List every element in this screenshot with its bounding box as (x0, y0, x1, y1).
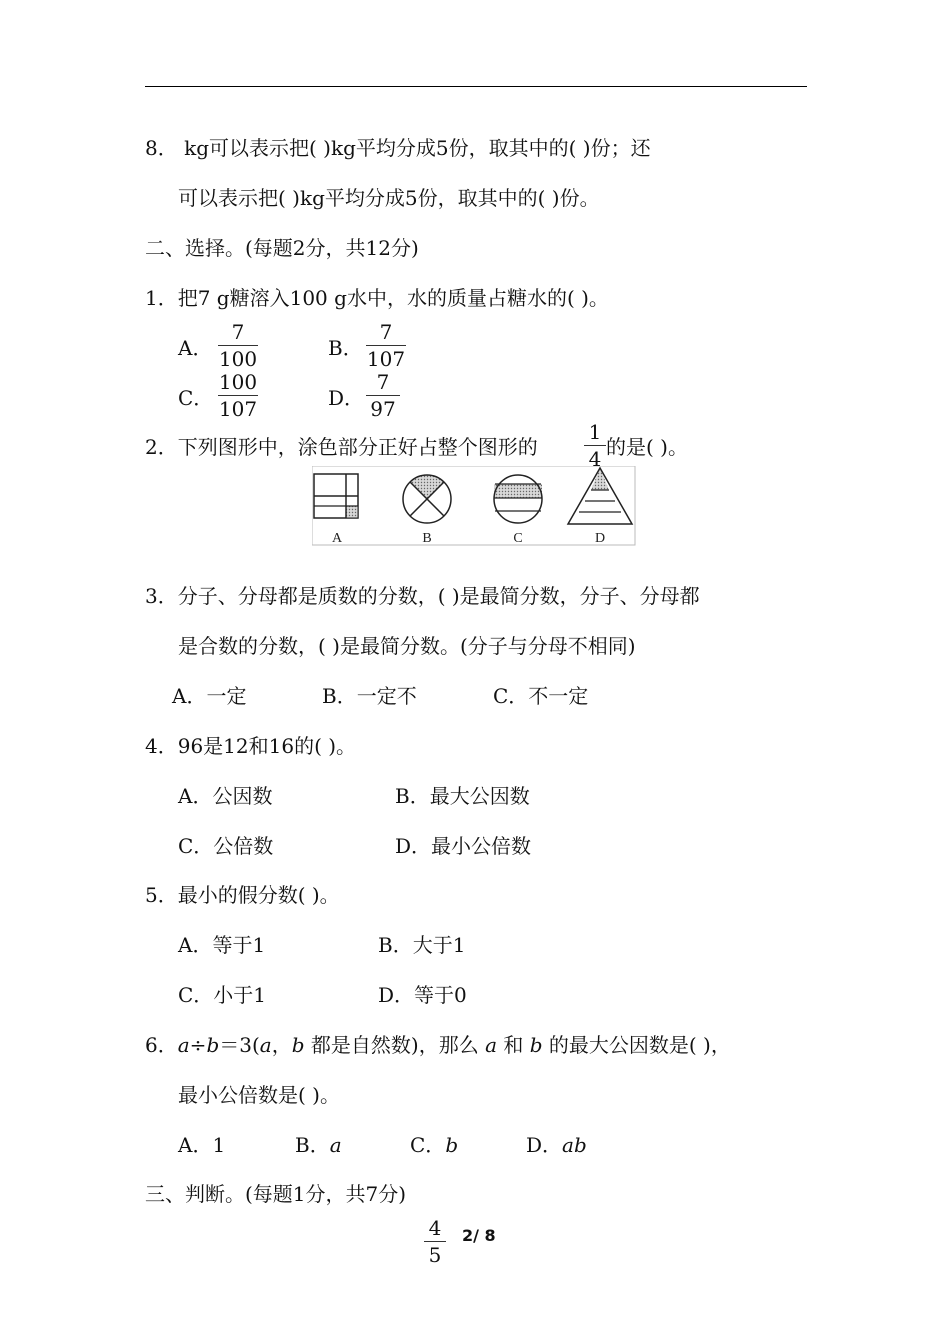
q6-line1: 6．a÷b＝3(a，b 都是自然数)，那么 a 和 b 的最大公因数是( )， (145, 1033, 731, 1057)
q5-option-d: D．等于0 (378, 983, 467, 1007)
q1-option-c-fraction: 100 107 (218, 370, 258, 421)
q6-option-a: A．1 (178, 1133, 226, 1157)
q1-option-a-fraction: 7 100 (218, 320, 258, 371)
q3-option-a: A．一定 (172, 684, 247, 708)
q6-option-d: D．ab (526, 1133, 587, 1157)
q2-figures (312, 466, 636, 546)
header-rule (145, 86, 807, 87)
q4-option-a: A．公因数 (178, 784, 273, 808)
q1-stem: 1．把7 g糖溶入100 g水中，水的质量占糖水的( )。 (145, 286, 609, 310)
q4-option-c: C．公倍数 (178, 834, 274, 858)
q4-stem: 4．96是12和16的( )。 (145, 734, 357, 758)
q6-option-c: C．b (410, 1133, 459, 1157)
q4-option-d: D．最小公倍数 (395, 834, 532, 858)
q5-option-b: B．大于1 (378, 933, 466, 957)
figure-d-label: D (594, 531, 606, 546)
q1-option-b-fraction: 7 107 (366, 320, 406, 371)
figure-c-circle (494, 475, 542, 523)
q1-option-d-label: D． (328, 386, 365, 410)
q1-option-d-fraction: 7 97 (366, 370, 400, 421)
q4-option-b: B．最大公因数 (395, 784, 530, 808)
q8-line2: 可以表示把( )kg平均分成5份，取其中的( )份。 (178, 186, 600, 210)
q1-option-c-label: C． (178, 386, 214, 410)
q1-option-a-label: A． (178, 336, 213, 360)
q3-option-b: B．一定不 (322, 684, 417, 708)
q5-option-a: A．等于1 (178, 933, 266, 957)
section2-title: 二、选择。(每题2分，共12分) (145, 236, 419, 260)
q3-option-c: C．不一定 (493, 684, 589, 708)
figure-a-square (314, 474, 358, 518)
q2-stem-a: 2．下列图形中，涂色部分正好占整个图形的 (145, 435, 538, 459)
figure-c-label: C (513, 531, 523, 546)
q3-line1: 3．分子、分母都是质数的分数，( )是最简分数，分子、分母都 (145, 584, 700, 608)
figure-a-label: A (331, 531, 343, 546)
q2-fraction: 1 4 (584, 420, 606, 471)
q2-stem-b: 的是( )。 (606, 435, 688, 459)
q5-option-c: C．小于1 (178, 983, 267, 1007)
q8-line1: 8． kg可以表示把( )kg平均分成5份，取其中的( )份；还 (145, 136, 651, 160)
q3-line2: 是合数的分数，( )是最简分数。(分子与分母不相同) (178, 634, 636, 658)
q6-option-b: B．a (295, 1133, 342, 1157)
q8-fraction: 4 5 (424, 1216, 446, 1267)
q5-stem: 5．最小的假分数( )。 (145, 883, 340, 907)
figure-d-triangle (568, 468, 632, 524)
page-indicator: 2/ 8 (462, 1226, 496, 1245)
figure-b-circle (403, 475, 451, 523)
figure-b-label: B (422, 531, 432, 546)
q6-line2: 最小公倍数是( )。 (178, 1083, 340, 1107)
q1-option-b-label: B． (328, 336, 363, 360)
section3-title: 三、判断。(每题1分，共7分) (145, 1182, 407, 1206)
